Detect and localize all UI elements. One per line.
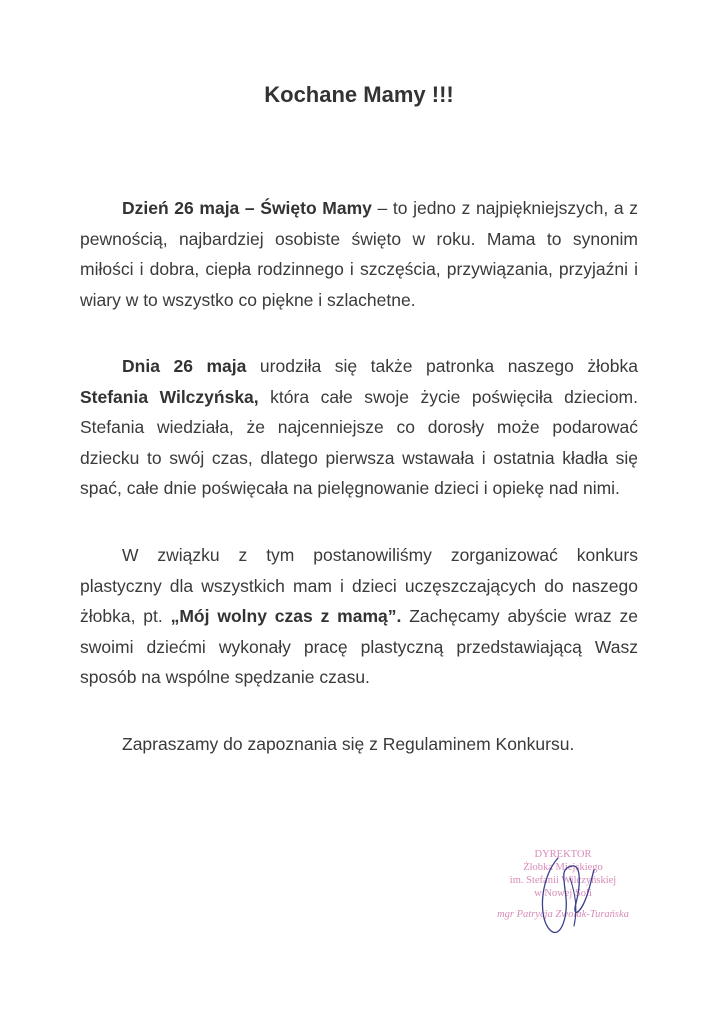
paragraph-1: [80, 193, 638, 315]
stamp-line-5: mgr Patrycja Zwolak-Turańska: [497, 909, 629, 920]
stamp-line-1: DYREKTOR: [534, 849, 592, 860]
paragraph-2-patron-name: Stefania Wilczyńska,: [80, 386, 259, 407]
paragraph-2: [80, 351, 638, 504]
paragraph-1-text: – to jedno z najpiękniejszych, a z pewnością, najbardziej osobiste święto w roku. Mama to synonim miłości i dobra, ciepła rodzinnego i szczęścia, przywiązania, przyjaźni i wiary w to wszystko co piękne i szlachetne.: [80, 198, 638, 310]
paragraph-4-invitation: Zapraszamy do zapoznania się z Regulaminem Konkursu.: [122, 734, 575, 754]
paragraph-1-bold-lead: Dzień 26 maja – Święto Mamy: [122, 198, 372, 218]
stamp-line-2: Żłobka Miejskiego: [523, 862, 603, 873]
paragraph-2-bold-lead: Dnia 26 maja: [122, 356, 247, 376]
paragraph-3-contest-title: „Mój wolny czas z mamą”.: [170, 606, 402, 626]
paragraph-3: [80, 540, 638, 693]
paragraph-3-text-1: W związku z tym postanowiliśmy zorganizować konkurs plastyczny dla wszystkich mam i dzieci uczęszczających do naszego żłobka, pt.: [80, 545, 638, 626]
letter-title: Kochane Mamy !!!: [264, 82, 454, 107]
paragraph-3-text-2: Zachęcamy abyście wraz ze swoimi dziećmi wykonały pracę plastyczną przedstawiającą Wasz sposób na wspólne spędzanie czasu.: [80, 606, 638, 687]
stamp-line-3: im. Stefanii Wilczyńskiej: [509, 875, 617, 886]
stamp-line-4: w Nowej Soli: [534, 888, 592, 899]
paragraph-2-text-1: urodziła się także patronka naszego żłobka: [246, 356, 638, 376]
paragraph-2-text-2: która całe swoje życie poświęciła dzieciom. Stefania wiedziała, że najcenniejsze co dorosły może podarować dziecku to swój czas, dlatego pierwsza wstawała i ostatnia kładła się spać, całe dnie poświęcała na pielęgnowanie dzieci i opiekę nad nimi.: [80, 386, 638, 498]
handwritten-signature: [520, 848, 610, 938]
